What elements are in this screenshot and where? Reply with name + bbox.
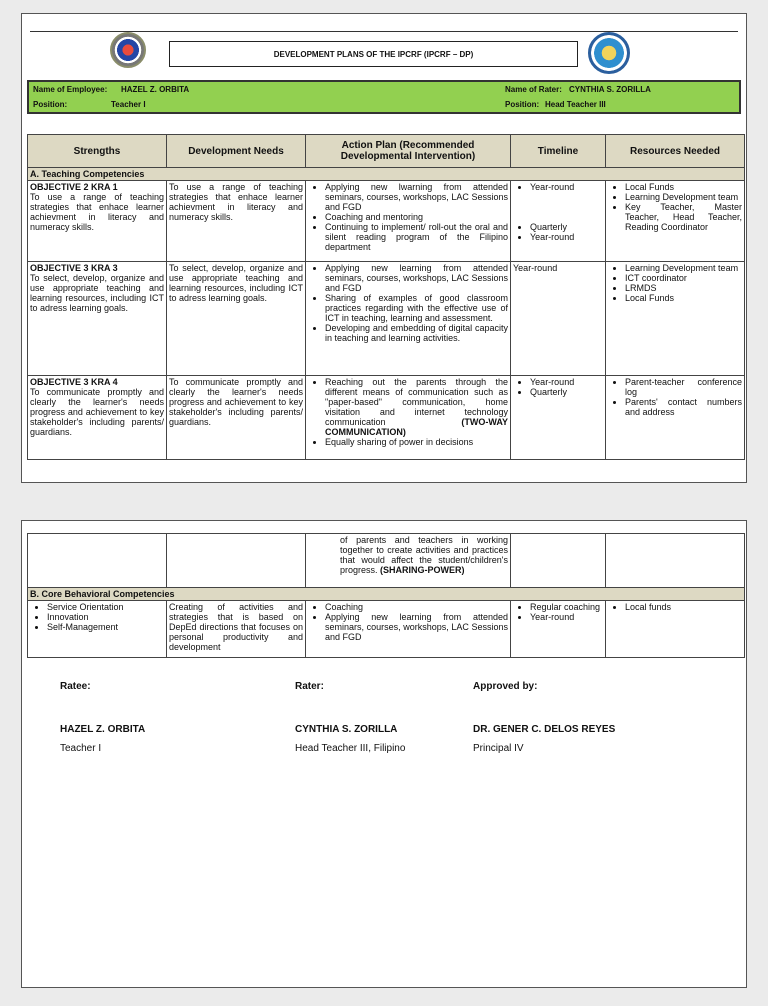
ratee-label: Ratee: [60, 681, 91, 692]
objective-heading: OBJECTIVE 2 KRA 1 [30, 182, 118, 192]
action-emphasis: (TWO-WAY COMMUNICATION) [325, 417, 508, 437]
strength-cell [28, 376, 167, 460]
resource-item: • Learning Development team [625, 192, 742, 202]
action-item: • Coaching and mentoring [325, 212, 508, 222]
resource-item: • ICT coordinator [625, 273, 742, 283]
resource-item: • Local Funds [625, 182, 742, 192]
objective-heading: OBJECTIVE 3 KRA 3 [30, 263, 118, 273]
resource-item: • LRMDS [625, 283, 742, 293]
need-text: To use a range of teaching strategies that enhace learner achievment in literacy and numeracy skills. [167, 181, 306, 262]
core-strength-item: • Self-Management [47, 622, 164, 632]
rater-signature-name: CYNTHIA S. ZORILLA [295, 724, 398, 735]
position-label: Position: [33, 100, 68, 109]
action-item: • Sharing of examples of good classroom practices regarding with the effective use of ICT in teaching, learning and assessment. [325, 293, 508, 323]
objective-heading: OBJECTIVE 3 KRA 4 [30, 377, 118, 387]
rater-signature-title: Head Teacher III, Filipino [295, 743, 406, 754]
rater-name: CYNTHIA S. ZORILLA [569, 85, 651, 94]
rater-position: Head Teacher III [545, 100, 606, 109]
document-title: DEVELOPMENT PLANS OF THE IPCRF (IPCRF – DP) [169, 41, 578, 67]
timeline-item: • Year-round [530, 232, 603, 242]
table-row [28, 601, 745, 658]
resource-item: • Parent-teacher conference log [625, 377, 742, 397]
timeline-item: • Year-round [530, 612, 603, 622]
timeline-item: • Year-round [530, 182, 603, 192]
development-plan-table [27, 134, 745, 460]
school-seal-logo [588, 32, 630, 74]
section-row [28, 168, 745, 181]
rater-position-label: Position: [505, 100, 540, 109]
strength-text: To communicate promptly and clearly the learner's needs progress and achievement to key stakeholder's including parents/ guardians. [30, 387, 164, 437]
need-text: To communicate promptly and clearly the learner's needs progress and achievement to key stakeholder's including parents/ guardians. [167, 376, 306, 460]
continued-action-cell [306, 534, 511, 588]
section-teaching-competencies: A. Teaching Competencies [28, 168, 745, 181]
resources-cell [606, 262, 745, 376]
timeline-item: • Quarterly [530, 222, 603, 232]
core-action-cell [306, 601, 511, 658]
action-item: • Applying new learning from attended seminars, courses, workshops, LAC Sessions and FGD [325, 263, 508, 293]
timeline-item: • Regular coaching [530, 602, 603, 612]
page-2 [21, 520, 747, 988]
approver-title: Principal IV [473, 743, 524, 754]
core-resources-cell [606, 601, 745, 658]
section-core-behavioral: B. Core Behavioral Competencies [28, 588, 745, 601]
table-row [28, 376, 745, 460]
timeline-text: Year-round [511, 262, 606, 376]
action-item: • Developing and embedding of digital capacity in teaching and learning activities. [325, 323, 508, 343]
timeline-cell [511, 376, 606, 460]
resource-item: • Local funds [625, 602, 742, 612]
strength-text: To select, develop, organize and use appropriate teaching and learning resources, including ICT to adress learning goals. [30, 273, 164, 313]
rater-label: Name of Rater: [505, 85, 562, 94]
action-item: • Applying new learning from attended seminars, courses, workshops, LAC Sessions and FGD [325, 612, 508, 642]
header-strengths: Strengths [28, 135, 167, 168]
table-row [28, 262, 745, 376]
action-item [325, 377, 508, 437]
action-cell [306, 376, 511, 460]
action-item: • Applying new lwarning from attended seminars, courses, workshops, LAC Sessions and FGD [325, 182, 508, 212]
need-text: To select, develop, organize and use appropriate teaching and learning resources, including ICT to adress learning goals. [167, 262, 306, 376]
approved-by-label: Approved by: [473, 681, 538, 692]
deped-seal-logo [110, 32, 146, 68]
header-timeline: Timeline [511, 135, 606, 168]
action-item: • Continuing to implement/ roll-out the oral and silent reading program of the Filipino department [325, 222, 508, 252]
strength-cell [28, 262, 167, 376]
employee-label: Name of Employee: [33, 85, 108, 94]
strength-cell [28, 181, 167, 262]
table-header-row [28, 135, 745, 168]
employee-position: Teacher I [111, 100, 146, 109]
development-plan-table-continued [27, 533, 745, 658]
table-row [28, 181, 745, 262]
timeline-cell [511, 181, 606, 262]
core-timeline-cell [511, 601, 606, 658]
header-development-needs: Development Needs [167, 135, 306, 168]
action-cell [306, 181, 511, 262]
action-cell [306, 262, 511, 376]
action-emphasis: (SHARING-POWER) [380, 565, 465, 575]
core-need-text: Creating of activities and strategies that is based on DepEd directions that focuses on personal productivity and development [167, 601, 306, 658]
employee-info-bar [27, 80, 741, 114]
action-item: • Equally sharing of power in decisions [325, 437, 508, 447]
timeline-item: • Quarterly [530, 387, 603, 397]
table-row [28, 534, 745, 588]
resource-item: • Learning Development team [625, 263, 742, 273]
rater-signature-label: Rater: [295, 681, 324, 692]
action-text: Reaching out the parents through the different means of communication such as "paper-based" communication, home visitation and internet technology communication [325, 377, 508, 427]
timeline-item: • Year-round [530, 377, 603, 387]
section-row [28, 588, 745, 601]
core-strength-item: • Service Orientation [47, 602, 164, 612]
resource-item: • Local Funds [625, 293, 742, 303]
page-1 [21, 13, 747, 483]
core-strength-item: • Innovation [47, 612, 164, 622]
core-strengths-cell [28, 601, 167, 658]
header-action-plan: Action Plan (Recommended Developmental Intervention) [306, 135, 511, 168]
employee-name: HAZEL Z. ORBITA [121, 85, 190, 94]
ratee-name: HAZEL Z. ORBITA [60, 724, 146, 735]
strength-text: To use a range of teaching strategies that enhace learner achievment in literacy and numeracy skills. [30, 192, 164, 232]
resources-cell [606, 181, 745, 262]
continued-action-text: of parents and teachers in working together to create activities and practices that would affect the student/children's progress. [340, 535, 508, 575]
action-item: • Coaching [325, 602, 508, 612]
header-rule [30, 31, 738, 32]
resource-item: • Parents' contact numbers and address [625, 397, 742, 417]
resource-item: • Key Teacher, Master Teacher, Head Teacher, Reading Coordinator [625, 202, 742, 232]
approver-name: DR. GENER C. DELOS REYES [473, 724, 616, 735]
header-resources: Resources Needed [606, 135, 745, 168]
ratee-title: Teacher I [60, 743, 102, 754]
resources-cell [606, 376, 745, 460]
